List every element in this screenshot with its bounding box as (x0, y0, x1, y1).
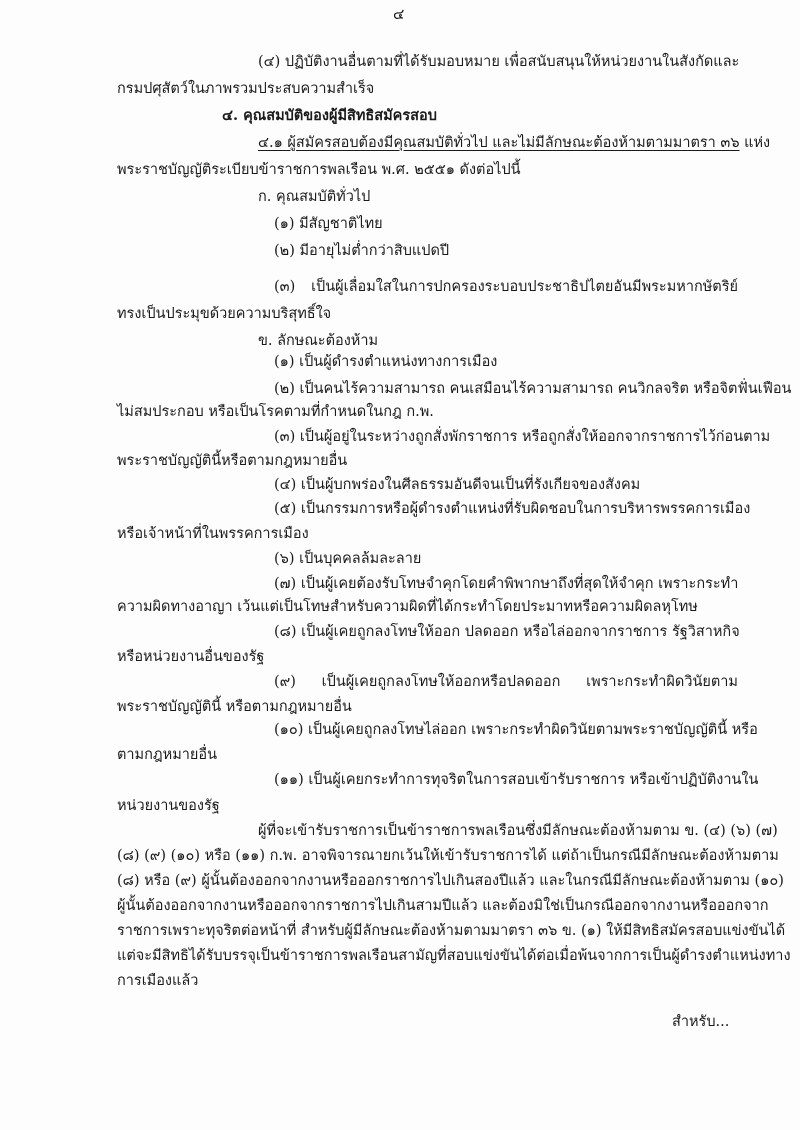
page-number: ๔ (393, 5, 405, 23)
prohibited-3-line-2: พระราชบัญญัตินี้หรือตามกฎหมายอื่น (117, 453, 348, 469)
prohibited-7: (๗) เป็นผู้เคยต้องรับโทษจำคุกโดยคำพิพากษาถึงที่สุดให้จำคุก เพราะกระทำ (274, 576, 739, 592)
prohibited-11-line-2: หน่วยงานของรัฐ (117, 798, 220, 814)
section-heading: ๔. คุณสมบัติของผู้มีสิทธิสมัครสอบ (222, 107, 437, 124)
sub41-underlined: ๔.๑ ผู้สมัครสอบต้องมีคุณสมบัติทั่วไป และไม่มีลักษณะต้องห้ามตามมาตรา ๓๖ (258, 135, 740, 151)
prohibited-5-line-2: หรือเจ้าหน้าที่ในพรรคการเมือง (117, 526, 309, 542)
para4-line-2: กรมปศุสัตว์ในภาพรวมประสบความสำเร็จ (117, 81, 375, 97)
prohibited-3: (๓) เป็นผู้อยู่ในระหว่างถูกสั่งพักราชการ หรือถูกสั่งให้ออกจากราชการไว้ก่อนตาม (274, 429, 771, 445)
prohibited-heading: ข. ลักษณะต้องห้าม (258, 333, 379, 349)
closing-line-6: แต่จะมีสิทธิได้รับบรรจุเป็นข้าราชการพลเรือนสามัญที่สอบแข่งขันได้ต่อเมื่อพ้นจากการเป็นผู้ดำรงตำแหน่งทาง (117, 948, 791, 964)
prohibited-7-line-2: ความผิดทางอาญา เว้นแต่เป็นโทษสำหรับความผิดที่ได้กระทำโดยประมาทหรือความผิดลหุโทษ (117, 599, 698, 615)
prohibited-6: (๖) เป็นบุคคลล้มละลาย (274, 551, 422, 567)
sub41-rest: แห่ง (739, 135, 771, 151)
prohibited-1: (๑) เป็นผู้ดำรงตำแหน่งทางการเมือง (274, 354, 498, 370)
closing-line-7: การเมืองแล้ว (117, 973, 199, 989)
sub41-line-2: พระราชบัญญัติระเบียบข้าราชการพลเรือน พ.ศ. ๒๕๕๑ ดังต่อไปนี้ (117, 162, 521, 178)
prohibited-4: (๔) เป็นผู้บกพร่องในศีลธรรมอันดีจนเป็นที่รังเกียจของสังคม (274, 477, 641, 493)
prohibited-10-line-2: ตามกฎหมายอื่น (117, 747, 218, 763)
general-item-3-line-2: ทรงเป็นประมุขด้วยความบริสุทธิ์ใจ (117, 306, 332, 322)
prohibited-2-line-2: ไม่สมประกอบ หรือเป็นโรคตามที่กำหนดในกฎ ก.พ. (117, 404, 434, 420)
closing-line-1: ผู้ที่จะเข้ารับราชการเป็นข้าราชการพลเรือนซึ่งมีลักษณะต้องห้ามตาม ข. (๔) (๖) (๗) (258, 823, 778, 839)
prohibited-9: (๙) เป็นผู้เคยถูกลงโทษให้ออกหรือปลดออก เพราะกระทำผิดวินัยตาม (274, 674, 738, 690)
closing-line-5: ราชการเพราะทุจริตต่อหน้าที่ สำหรับผู้มีลักษณะต้องห้ามตามมาตรา ๓๖ ข. (๑) ให้มีสิทธิสมัครสอบแข่งขันได้ (117, 923, 786, 939)
general-item-1: (๑) มีสัญชาติไทย (274, 216, 383, 232)
closing-line-4: ผู้นั้นต้องออกจากงานหรือออกจากราชการไปเกินสามปีแล้ว และต้องมิใช่เป็นกรณีออกจากงานหรือออกจาก (117, 898, 769, 914)
closing-line-2: (๘) (๙) (๑๐) หรือ (๑๑) ก.พ. อาจพิจารณายกเว้นให้เข้ารับราชการได้ แต่ถ้าเป็นกรณีมีลักษณะต้องห้ามตาม (117, 848, 779, 864)
prohibited-8: (๘) เป็นผู้เคยถูกลงโทษให้ออก ปลดออก หรือไล่ออกจากราชการ รัฐวิสาหกิจ (274, 624, 740, 640)
sub41-line-1 (258, 133, 771, 153)
general-heading: ก. คุณสมบัติทั่วไป (258, 189, 371, 205)
general-item-3: (๓) เป็นผู้เลื่อมใสในการปกครองระบอบประชาธิปไตยอันมีพระมหากษัตริย์ (274, 279, 738, 295)
prohibited-11: (๑๑) เป็นผู้เคยกระทำการทุจริตในการสอบเข้ารับราชการ หรือเข้าปฏิบัติงานใน (274, 772, 759, 788)
continuation-text: สำหรับ... (672, 1014, 730, 1030)
prohibited-8-line-2: หรือหน่วยงานอื่นของรัฐ (117, 649, 265, 665)
prohibited-9-line-2: พระราชบัญญัตินี้ หรือตามกฎหมายอื่น (117, 699, 352, 715)
prohibited-10: (๑๐) เป็นผู้เคยถูกลงโทษไล่ออก เพราะกระทำผิดวินัยตามพระราชบัญญัตินี้ หรือ (274, 722, 758, 738)
general-item-2: (๒) มีอายุไม่ต่ำกว่าสิบแปดปี (274, 243, 450, 259)
prohibited-5: (๕) เป็นกรรมการหรือผู้ดำรงตำแหน่งที่รับผิดชอบในการบริหารพรรคการเมือง (274, 501, 751, 517)
closing-line-3: (๘) หรือ (๙) ผู้นั้นต้องออกจากงานหรือออกราชการไปเกินสองปีแล้ว และในกรณีมีลักษณะต้องห้ามตาม (๑๐) (117, 873, 784, 889)
para4-line-1: (๔) ปฏิบัติงานอื่นตามที่ได้รับมอบหมาย เพื่อสนับสนุนให้หน่วยงานในสังกัดและ (258, 54, 740, 70)
prohibited-2: (๒) เป็นคนไร้ความสามารถ คนเสมือนไร้ความสามารถ คนวิกลจริต หรือจิตฟั่นเฟือน (274, 381, 792, 397)
